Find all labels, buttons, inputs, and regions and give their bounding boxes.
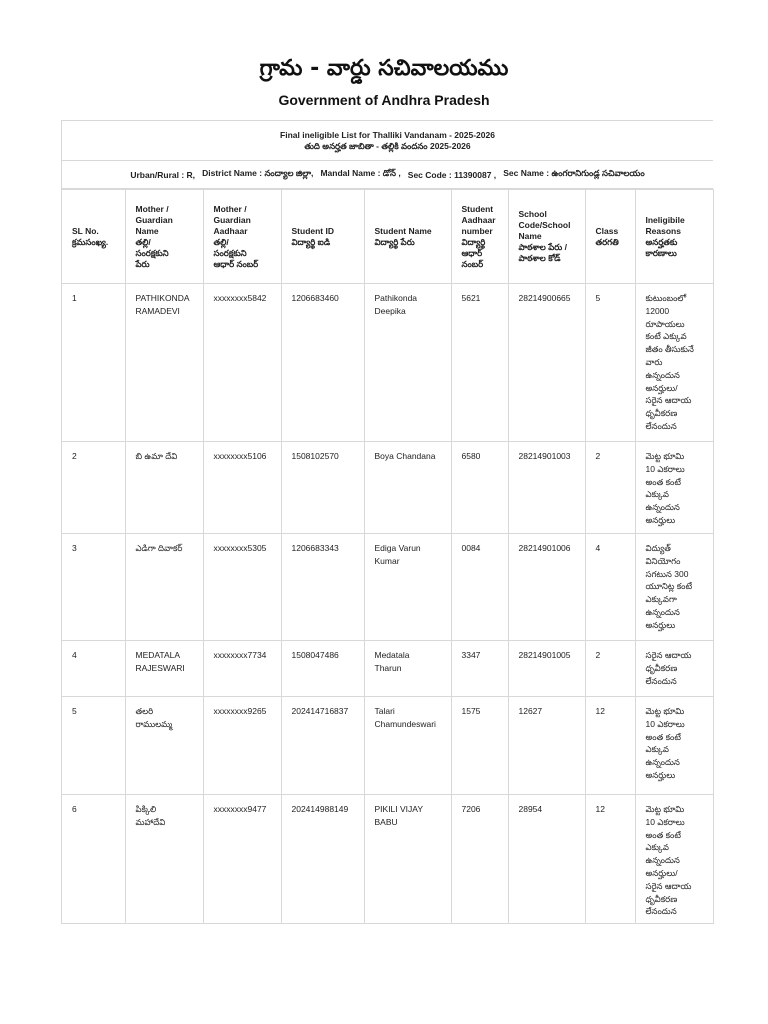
- column-header-line: Mother /: [213, 203, 247, 214]
- cell-line: RAJESWARI: [135, 662, 185, 673]
- cell-sl: 2: [62, 442, 125, 534]
- cell-student-name: [364, 534, 451, 641]
- cell-line: సరైన ఆదాయ: [645, 880, 692, 891]
- cell-line: కుటుంబంలో: [645, 293, 687, 303]
- cell-student-aadhaar: 1575: [451, 697, 508, 795]
- cell-line: సరైన ఆదాయ: [645, 395, 692, 406]
- table-row: [62, 442, 713, 534]
- cell-line: ఎక్కువగా: [645, 594, 677, 605]
- column-header-line: విద్యార్థి ఐడి: [291, 236, 331, 247]
- column-header-line: క్రమసంఖ్య.: [72, 236, 109, 247]
- column-header-line: సంరక్షకుని: [135, 247, 169, 258]
- cell-line: Boya Chandana: [374, 451, 436, 461]
- column-header-line: Student: [461, 203, 494, 214]
- table-row: [62, 284, 713, 442]
- cell-mother-name: [125, 795, 203, 924]
- cell-mother-aadhaar: xxxxxxxx9265: [203, 697, 281, 795]
- cell-line: 10 ఎకరాలు: [645, 816, 685, 827]
- cell-line: BABU: [374, 816, 398, 827]
- cell-sl: 4: [62, 641, 125, 697]
- cell-reason: [635, 795, 713, 924]
- cell-line: Talari: [374, 706, 395, 716]
- cell-line: ఉన్నందున: [645, 369, 680, 380]
- cell-line: బి ఉమా దేవి: [135, 451, 178, 461]
- list-title-english: Final ineligible List for Thalliki Vandanam - 2025-2026: [280, 129, 495, 140]
- table-header-row: [62, 190, 713, 284]
- list-title-telugu: తుది అనర్హత జాబితా - తల్లికి వందనం 2025-2026: [304, 140, 471, 151]
- cell-line: PIKILI VIJAY: [374, 804, 424, 814]
- cell-student-aadhaar: 0084: [451, 534, 508, 641]
- cell-mother-name: [125, 697, 203, 795]
- column-header-line: కారణాలు: [645, 247, 677, 258]
- column-header-line: School: [518, 209, 547, 219]
- cell-line: అనర్హులు: [645, 769, 676, 780]
- column-header-line: Name: [135, 225, 159, 236]
- cell-student-aadhaar: 5621: [451, 284, 508, 442]
- column-header-mother-name: [125, 190, 203, 284]
- column-header-line: Reasons: [645, 225, 681, 236]
- cell-line: రాములమ్మ: [135, 718, 173, 729]
- column-header-line: తల్లి/: [135, 236, 151, 247]
- column-header-line: పాఠశాల పేరు /: [518, 242, 567, 252]
- cell-line: అంత కంటే: [645, 829, 681, 840]
- column-header-line: Aadhaar: [213, 225, 248, 236]
- cell-line: సగటున 300: [645, 568, 689, 579]
- cell-line: తలరి: [135, 706, 154, 716]
- cell-line: విద్యుత్: [645, 543, 671, 553]
- ineligible-table: [62, 189, 714, 924]
- page-title-english: Government of Andhra Pradesh: [278, 92, 490, 108]
- cell-line: జీతం తీసుకునే: [645, 344, 694, 355]
- cell-mother-name: [125, 641, 203, 697]
- cell-reason: [635, 697, 713, 795]
- column-header-line: పేరు: [135, 258, 150, 269]
- cell-school: 28214900665: [508, 284, 585, 442]
- filter-line: [62, 161, 713, 189]
- cell-school: 12627: [508, 697, 585, 795]
- filter-sec-code: Sec Code : 11390087 ,: [407, 169, 497, 180]
- cell-line: Ediga Varun: [374, 543, 421, 553]
- cell-mother-aadhaar: xxxxxxxx5305: [203, 534, 281, 641]
- cell-line: Pathikonda: [374, 293, 418, 303]
- cell-student-name: [364, 795, 451, 924]
- column-header-line: నంబర్: [461, 258, 484, 269]
- cell-line: Kumar: [374, 555, 400, 566]
- cell-class: 4: [585, 534, 635, 641]
- table-row: [62, 641, 713, 697]
- cell-line: వినియోగం: [645, 555, 681, 566]
- cell-class: 5: [585, 284, 635, 442]
- cell-line: ధృవీకరణ: [645, 893, 678, 904]
- cell-class: 2: [585, 442, 635, 534]
- cell-class: 12: [585, 795, 635, 924]
- cell-student-name: [364, 284, 451, 442]
- column-header-reasons: [635, 190, 713, 284]
- cell-reason: [635, 442, 713, 534]
- column-header-line: ఆధార్: [461, 247, 483, 258]
- cell-reason: [635, 284, 713, 442]
- cell-line: ఉన్నందున: [645, 757, 680, 768]
- cell-student-id: 202414716837: [281, 697, 364, 795]
- table-body: [62, 284, 713, 924]
- cell-line: ఎక్కువ: [645, 842, 669, 853]
- column-header-line: Mother /: [135, 203, 169, 214]
- cell-school: 28954: [508, 795, 585, 924]
- cell-line: సరైన ఆదాయ: [645, 650, 692, 660]
- column-header-line: number: [461, 225, 493, 236]
- cell-mother-aadhaar: xxxxxxxx5842: [203, 284, 281, 442]
- report-frame: [61, 120, 713, 924]
- column-header-line: తరగతి: [595, 236, 619, 247]
- cell-line: Deepika: [374, 305, 406, 316]
- cell-line: MEDATALA: [135, 650, 181, 660]
- cell-line: PATHIKONDA: [135, 293, 190, 303]
- column-header-line: SL No.: [72, 225, 99, 236]
- cell-line: ఉన్నందున: [645, 606, 680, 617]
- cell-line: ఎడిగా దివాకర్: [135, 543, 183, 553]
- cell-class: 2: [585, 641, 635, 697]
- cell-line: Tharun: [374, 662, 402, 673]
- column-header-line: Aadhaar: [461, 214, 496, 225]
- filter-sec-name: Sec Name : ఉంగరానిగుండ్ల సచివాలయం: [503, 168, 645, 178]
- column-header-line: Class: [595, 225, 619, 236]
- cell-student-name: [364, 697, 451, 795]
- table-row: [62, 795, 713, 924]
- cell-student-id: 1206683343: [281, 534, 364, 641]
- cell-student-name: [364, 641, 451, 697]
- cell-line: ఎక్కువ: [645, 489, 669, 500]
- column-header-line: విద్యార్థి పేరు: [374, 236, 415, 247]
- cell-line: మహాదేవి: [135, 816, 166, 827]
- list-title-block: [62, 120, 713, 161]
- cell-line: ఎక్కువ: [645, 744, 669, 755]
- column-header-line: సంరక్షకుని: [213, 247, 247, 258]
- table-row: [62, 534, 713, 641]
- cell-student-aadhaar: 6580: [451, 442, 508, 534]
- column-header-line: Ineligibile: [645, 214, 685, 225]
- cell-student-aadhaar: 7206: [451, 795, 508, 924]
- cell-line: ఉన్నందున: [645, 855, 680, 866]
- cell-line: మెట్ట భూమి: [645, 706, 685, 716]
- cell-sl: 5: [62, 697, 125, 795]
- cell-line: RAMADEVI: [135, 305, 180, 316]
- cell-line: ఉన్నందున: [645, 502, 680, 513]
- cell-student-name: [364, 442, 451, 534]
- column-header-student-aadhaar: [451, 190, 508, 284]
- cell-line: రూపాయలు: [645, 318, 685, 329]
- cell-mother-name: [125, 534, 203, 641]
- cell-line: ధృవీకరణ: [645, 662, 678, 673]
- cell-line: Medatala: [374, 650, 410, 660]
- filter-mandal: Mandal Name : డోన్ ,: [320, 168, 401, 178]
- column-header-student-name: [364, 190, 451, 284]
- column-header-class: [585, 190, 635, 284]
- cell-line: యూనిట్ల కంటే: [645, 581, 693, 592]
- cell-line: Chamundeswari: [374, 718, 436, 729]
- cell-line: 10 ఎకరాలు: [645, 718, 685, 729]
- cell-line: అనర్హులు: [645, 619, 676, 630]
- filter-urban-rural: Urban/Rural : R,: [130, 169, 196, 180]
- cell-student-id: 202414988149: [281, 795, 364, 924]
- column-header-line: Code/School: [518, 220, 571, 230]
- column-header-mother-aadhaar: [203, 190, 281, 284]
- cell-line: అనర్హులు/: [645, 867, 678, 878]
- cell-line: వారు: [645, 356, 663, 367]
- cell-student-id: 1508047486: [281, 641, 364, 697]
- cell-sl: 1: [62, 284, 125, 442]
- cell-line: అనర్హులు/: [645, 382, 678, 393]
- cell-mother-aadhaar: xxxxxxxx5106: [203, 442, 281, 534]
- cell-school: 28214901003: [508, 442, 585, 534]
- cell-line: కంటే ఎక్కువ: [645, 331, 687, 342]
- cell-line: అంత కంటే: [645, 731, 681, 742]
- filter-district: District Name : నంద్యాల జిల్లా,: [202, 168, 314, 178]
- cell-sl: 3: [62, 534, 125, 641]
- cell-mother-name: [125, 284, 203, 442]
- column-header-line: Student Name: [374, 225, 432, 236]
- table-row: [62, 697, 713, 795]
- column-header-line: Guardian: [135, 214, 173, 225]
- cell-line: లేనందున: [645, 675, 677, 686]
- column-header-line: Student ID: [291, 225, 334, 236]
- cell-student-id: 1206683460: [281, 284, 364, 442]
- column-header-line: Guardian: [213, 214, 251, 225]
- cell-line: అంత కంటే: [645, 476, 681, 487]
- cell-mother-aadhaar: xxxxxxxx7734: [203, 641, 281, 697]
- cell-line: లేనందున: [645, 420, 677, 431]
- column-header-line: ఆధార్ నంబర్: [213, 258, 259, 269]
- cell-student-aadhaar: 3347: [451, 641, 508, 697]
- column-header-line: విద్యార్థి: [461, 236, 486, 247]
- column-header-student-id: [281, 190, 364, 284]
- cell-line: పిక్కిలి: [135, 804, 157, 814]
- column-header-line: Name: [518, 231, 542, 241]
- cell-line: అనర్హులు: [645, 514, 676, 525]
- page-title-telugu: గ్రామ - వార్డు సచివాలయము: [259, 56, 509, 81]
- cell-line: మెట్ట భూమి: [645, 804, 685, 814]
- cell-reason: [635, 534, 713, 641]
- column-header-line: పాఠశాల కోడ్: [518, 253, 561, 263]
- cell-mother-name: [125, 442, 203, 534]
- cell-line: 10 ఎకరాలు: [645, 463, 685, 474]
- cell-mother-aadhaar: xxxxxxxx9477: [203, 795, 281, 924]
- column-header-line: అనర్హతకు: [645, 236, 678, 247]
- cell-student-id: 1508102570: [281, 442, 364, 534]
- cell-school: 28214901006: [508, 534, 585, 641]
- column-header-line: తల్లి/: [213, 236, 229, 247]
- cell-line: ధృవీకరణ: [645, 408, 678, 419]
- cell-sl: 6: [62, 795, 125, 924]
- column-header-school: [508, 190, 585, 284]
- cell-line: మెట్ట భూమి: [645, 451, 685, 461]
- cell-school: 28214901005: [508, 641, 585, 697]
- cell-class: 12: [585, 697, 635, 795]
- column-header-sl-no: [62, 190, 125, 284]
- cell-reason: [635, 641, 713, 697]
- cell-line: లేనందున: [645, 906, 677, 917]
- cell-line: 12000: [645, 305, 670, 316]
